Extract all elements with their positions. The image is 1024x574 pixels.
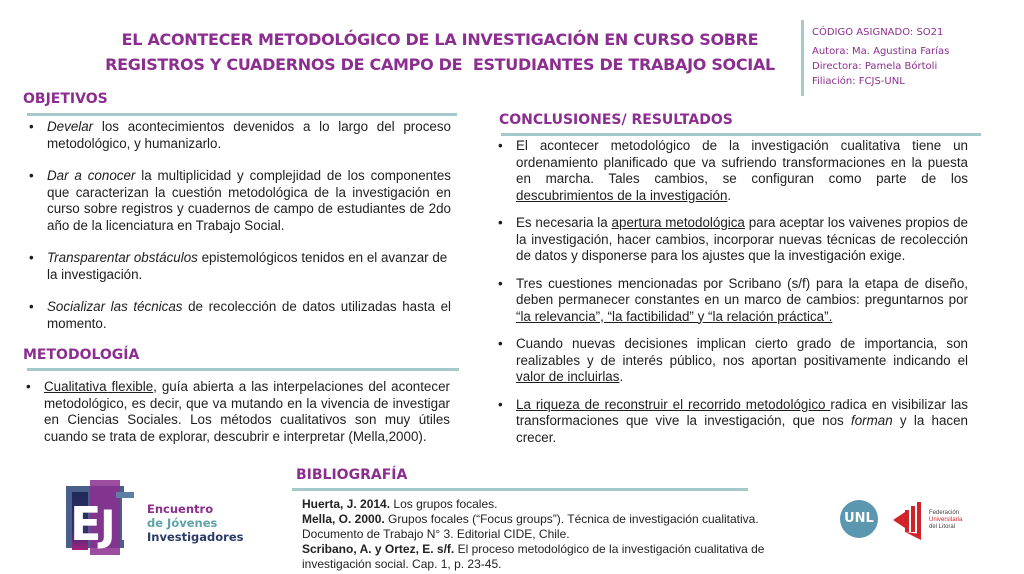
objetivo-text: los acontecimientos devenidos a lo largo del proceso metodológico, y humanizarlo. [47, 119, 451, 151]
conclusion-item [496, 215, 968, 265]
ref-author: Mella, O. 2000. [302, 512, 385, 526]
eji-logo-mark [64, 480, 144, 560]
conclusion-end: . [619, 369, 624, 384]
director: Directora: Pamela Bórtoli [812, 61, 938, 72]
bullet-icon: • [29, 119, 34, 134]
objetivo-text: la multiplicidad y complejidad de los componentes que caracterizan la cuestión metodológica de la investigación en curso sobre registros y cuadernos de campo de estudiantes de 2do año de la licenciatura en Trabajo Social. [47, 168, 451, 233]
svg-text:E: E [70, 497, 102, 551]
ref-text: Grupos focales (“Focus groups”). Técnica de investigación cualitativa. Documento de Trabajo N° 3. Editorial CIDE, Chile. [302, 512, 759, 541]
conclusiones-heading: CONCLUSIONES/ RESULTADOS [499, 112, 733, 128]
bullet-icon: • [29, 250, 34, 265]
bibliography-entry [302, 497, 822, 512]
assigned-code: CÓDIGO ASIGNADO: SO21 [812, 27, 944, 38]
conclusion-underlined: “la relevancia”, “la factibilidad” y “la relación práctica”. [516, 308, 833, 324]
bullet-icon: • [498, 336, 503, 351]
objetivo-text: de recolección de datos utilizadas hasta el momento. [47, 299, 451, 331]
metodologia-list [24, 379, 450, 445]
bullet-icon: • [29, 168, 34, 183]
bibliografia-heading: BIBLIOGRAFÍA [296, 467, 408, 483]
conclusion-text: radica en visibilizar las transformaciones que vive la investigación, que nos [516, 396, 968, 428]
ful-line-2: Universitaria [929, 517, 963, 523]
objetivo-verb: Transparentar obstáculos [47, 250, 198, 265]
metodologia-heading: METODOLOGÍA [23, 347, 140, 363]
conclusion-underlined: valor de incluirlas [516, 369, 620, 384]
objetivo-item [27, 250, 451, 283]
eji-line-2: de Jóvenes [147, 516, 218, 530]
conclusion-text: El acontecer metodológico de la investigación cualitativa tiene un ordenamiento planificado que va sufriendo transformaciones en la puesta en marcha. Tales cambios, se configuran como parte de los [516, 138, 968, 186]
conclusion-underlined: La riqueza de reconstruir el recorrido metodológico [516, 396, 831, 412]
bullet-icon: • [498, 138, 503, 153]
unl-logo: UNL [840, 500, 878, 538]
objetivos-heading: OBJETIVOS [23, 91, 108, 107]
conclusion-text: Tres cuestiones mencionadas por Scribano (s/f) para la etapa de diseño, deben permanecer constantes en un marco de cambios: preguntarnos por [516, 275, 968, 307]
svg-text:J: J [100, 501, 116, 550]
ref-author: Huerta, J. 2014. [302, 497, 391, 511]
metodologia-keyword: Cualitativa flexible [44, 379, 154, 394]
objetivo-item [27, 168, 451, 234]
bullet-icon: • [498, 396, 503, 412]
conclusiones-divider [501, 133, 981, 136]
objetivo-item [27, 299, 451, 332]
poster-title [100, 27, 780, 77]
objetivo-verb: Socializar las técnicas [47, 299, 183, 314]
title-line-2: REGISTROS Y CUADERNOS DE CAMPO DE ESTUDIANTES DE TRABAJO SOCIAL [105, 55, 775, 74]
conclusion-end: . [727, 187, 732, 203]
ful-line-1: Federación [929, 510, 960, 516]
conclusion-emphasis: forman [851, 413, 893, 428]
conclusion-underlined: apertura metodológica [611, 215, 745, 230]
ref-text: Los grupos focales. [390, 497, 498, 511]
conclusiones-list [496, 138, 968, 446]
eji-logo [64, 480, 244, 560]
affiliation: Filiación: FCJS-UNL [812, 76, 905, 87]
bullet-icon: • [498, 215, 503, 230]
title-line-1: EL ACONTECER METODOLÓGICO DE LA INVESTIGACIÓN EN CURSO SOBRE [121, 30, 759, 49]
conclusion-item [496, 336, 968, 386]
objetivo-item [27, 119, 451, 152]
bullet-icon: • [26, 379, 31, 394]
ful-logo-mark [893, 500, 929, 542]
objetivo-verb: Develar [47, 119, 94, 134]
conclusion-text: Cuando nuevas decisiones implican cierto grado de importancia, son realizables y de interés público, nos aportan positivamente indicando el [516, 336, 968, 368]
bibliografia-divider [292, 488, 748, 491]
conclusion-underlined: descubrimientos de la investigación [516, 187, 728, 203]
objetivos-list [27, 119, 451, 332]
bullet-icon: • [498, 275, 503, 291]
author: Autora: Ma. Agustina Farías [812, 46, 950, 57]
bibliography-entry [302, 512, 822, 542]
metodologia-text: , guía abierta a las interpelaciones del acontecer metodológico, es decir, que va mutando en la vivencia de investigar en Ciencias Sociales. Los métodos cualitativos son muy útiles cuando se trata de explorar, descubrir e interpretar (Mella,2000). [44, 379, 450, 444]
conclusion-text: Es necesaria la [516, 215, 612, 230]
bibliography-entry [302, 542, 822, 572]
ful-line-3: del Litoral [929, 524, 956, 530]
bibliography-list [302, 497, 822, 572]
objetivo-text: epistemológicos tenidos en el avanzar de la investigación. [47, 250, 448, 282]
ref-author: Scribano, A. y Ortez, E. s/f. [302, 542, 455, 556]
conclusion-item [496, 276, 968, 326]
metodologia-divider [27, 368, 459, 371]
eji-line-3: Investigadores [147, 530, 244, 544]
conclusion-item [496, 397, 968, 447]
conclusion-end: y la hacen crecer. [516, 413, 968, 445]
ful-logo [893, 500, 973, 542]
objetivos-divider [27, 113, 457, 116]
objetivo-verb: Dar a conocer [47, 168, 136, 183]
conclusion-text: para aceptar los vaivenes propios de la investigación, hacer cambios, incorporar nuevas técnicas de recolección de datos y disponerse para los ajustes que la investigación exige. [516, 215, 968, 263]
metodologia-item [24, 379, 450, 445]
bullet-icon: • [29, 299, 34, 314]
ref-text: El proceso metodológico de la investigación cualitativa de investigación social. Cap. 1, p. 23-45. [302, 542, 765, 571]
conclusion-item [496, 138, 968, 204]
author-info [801, 20, 949, 96]
eji-line-1: Encuentro [147, 502, 214, 516]
